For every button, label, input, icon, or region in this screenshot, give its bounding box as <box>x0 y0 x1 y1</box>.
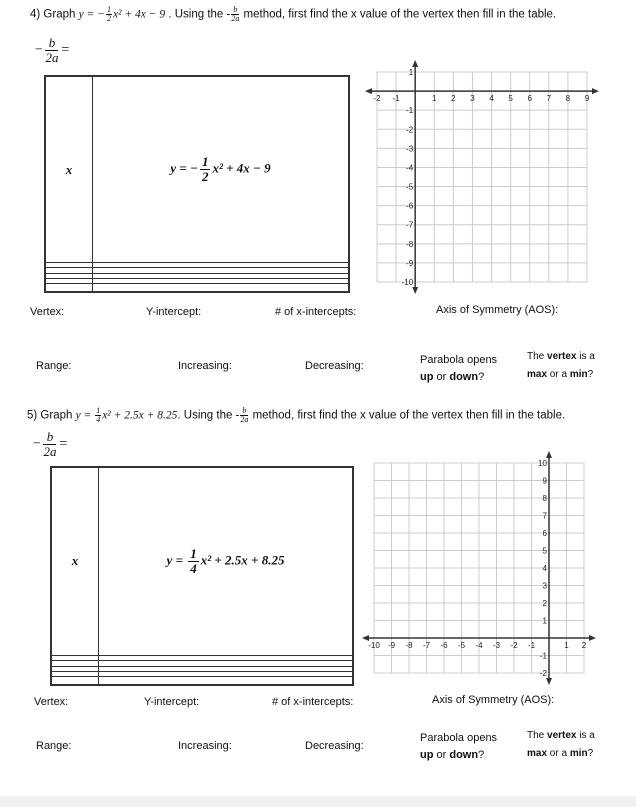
q: ? <box>587 748 594 759</box>
up: up <box>420 749 434 761</box>
x-tick-label: 5 <box>508 94 513 104</box>
decreasing-label: Decreasing: <box>305 360 364 372</box>
or-a: or a <box>547 748 570 759</box>
y-axis-arrow-up-icon <box>546 451 552 458</box>
or-a: or a <box>547 369 570 380</box>
max: max <box>527 369 548 380</box>
q: ? <box>478 371 485 383</box>
y-rest: x² + 4x − 9 <box>212 160 271 176</box>
den: 4 <box>190 560 197 576</box>
down: down <box>449 749 479 761</box>
x-tick-label: -2 <box>510 641 518 650</box>
x-value-cell[interactable] <box>51 677 99 685</box>
max-min-question <box>527 348 595 384</box>
opens-question <box>420 352 497 386</box>
equals: = <box>60 42 70 58</box>
b-over-2a <box>240 407 248 424</box>
x-tick-label: -6 <box>440 641 448 650</box>
x-tick-label: 3 <box>470 94 475 104</box>
x-tick-label: -9 <box>387 641 396 650</box>
coef-fraction <box>106 6 112 23</box>
up: up <box>420 371 434 383</box>
y-axis-arrow-down-icon <box>412 287 418 294</box>
decreasing-label: Decreasing: <box>305 740 364 752</box>
problem-4-instructions <box>30 6 556 23</box>
down: down <box>449 371 479 383</box>
pre: The <box>527 730 548 741</box>
coef-num: 1 <box>106 5 111 14</box>
mid-text: . Using the - <box>165 8 231 21</box>
range-label: Range: <box>36 740 72 752</box>
b-over-2a <box>43 430 56 459</box>
x-intercepts-label: # of x-intercepts: <box>275 306 357 318</box>
neg-b-over-2a-4 <box>34 36 70 65</box>
x-tick-label: -7 <box>422 641 431 650</box>
increasing-label: Increasing: <box>178 740 232 752</box>
x-tick-label: -3 <box>492 641 501 650</box>
y-tick-label: 8 <box>542 494 547 503</box>
minus: − <box>32 436 42 452</box>
x-tick-label: -1 <box>392 94 400 104</box>
b: b <box>242 406 247 415</box>
max: max <box>527 748 548 759</box>
x-tick-label: 1 <box>564 641 569 650</box>
xy-table-4 <box>44 75 350 293</box>
eq-rest: x² + 4x − 9 <box>112 8 166 21</box>
x-tick-label: 7 <box>546 94 552 104</box>
problem-prefix: 5) Graph <box>27 409 76 422</box>
x-tick-label: -8 <box>405 641 413 650</box>
xy-table-5 <box>50 466 354 686</box>
col-header-y <box>93 76 350 263</box>
x-tick-label: -10 <box>368 641 380 650</box>
y-value-cell[interactable] <box>99 677 354 685</box>
y-tick-label: -7 <box>406 220 414 230</box>
opens-line1: Parabola opens <box>420 354 498 366</box>
table-row <box>51 677 353 685</box>
x-tick-label: 4 <box>489 94 494 104</box>
x-axis-arrow-left-icon <box>365 88 372 94</box>
x-value-cell[interactable] <box>45 284 93 292</box>
coordinate-grid-4[interactable] <box>360 60 620 300</box>
y-tick-label: -9 <box>406 258 414 268</box>
b-over-2a <box>45 36 58 65</box>
q: ? <box>587 369 594 380</box>
x-tick-label: 6 <box>527 94 532 104</box>
x-tick-label: 1 <box>432 94 437 104</box>
y-tick-label: -2 <box>539 669 547 678</box>
suffix-text: method, first find the x value of the vertex then fill in the table. <box>249 409 566 422</box>
y-tick-label: -10 <box>401 278 414 287</box>
coef-num: 1 <box>96 406 101 415</box>
x-tick-label: 8 <box>565 94 571 104</box>
y-lhs: y = <box>166 552 187 568</box>
x-tick-label: -5 <box>457 641 466 650</box>
y-tick-label: -2 <box>406 125 414 135</box>
y-lhs: y = − <box>170 160 198 176</box>
min: min <box>569 748 588 759</box>
y-tick-label: 7 <box>542 511 547 521</box>
increasing-label: Increasing: <box>178 360 232 372</box>
y-tick-label: -5 <box>406 182 414 192</box>
y-tick-label: -4 <box>406 163 414 173</box>
col-header-x: x <box>51 467 99 655</box>
vertex-bold: vertex <box>547 351 577 362</box>
x-tick-label: 2 <box>451 94 456 104</box>
twoa: 2a <box>231 14 240 23</box>
twoa: 2a <box>240 415 249 424</box>
coef-fraction <box>95 407 101 424</box>
y-tick-label: -1 <box>539 651 547 661</box>
mid-text: . Using the - <box>177 409 240 422</box>
y-tick-label: 6 <box>542 529 547 538</box>
opens-question <box>420 730 497 764</box>
aos-label: Axis of Symmetry (AOS): <box>436 304 559 316</box>
b: b <box>233 5 238 14</box>
eq-lhs: y = <box>75 409 95 422</box>
x-axis-arrow-right-icon <box>589 635 596 641</box>
y-tick-label: 3 <box>542 581 547 591</box>
vertex-bold: vertex <box>547 730 577 741</box>
post: is a <box>576 351 595 362</box>
num: 1 <box>201 154 209 170</box>
y-tick-label: 10 <box>538 459 547 468</box>
x-tick-label: -1 <box>527 641 536 650</box>
y-intercept-label: Y-intercept: <box>144 696 200 708</box>
table-row <box>45 284 349 292</box>
y-tick-label: 4 <box>542 564 547 573</box>
twoa: 2a <box>43 444 57 459</box>
or: or <box>433 749 450 761</box>
opens-line1: Parabola opens <box>420 732 498 744</box>
x-tick-label: -4 <box>475 641 483 650</box>
num: 1 <box>190 545 197 561</box>
y-coef <box>200 155 211 184</box>
y-tick-label: 1 <box>408 68 414 77</box>
min: min <box>569 369 588 380</box>
coef-den: 2 <box>106 14 111 23</box>
neg-b-over-2a-5 <box>32 430 68 459</box>
y-tick-label: -6 <box>406 201 414 211</box>
coef-den: 4 <box>96 415 101 424</box>
range-label: Range: <box>36 360 72 372</box>
coordinate-grid-5[interactable] <box>360 450 620 690</box>
b: b <box>43 430 56 445</box>
vertex-label: Vertex: <box>34 696 69 708</box>
or: or <box>433 371 450 383</box>
y-tick-label: -3 <box>406 144 414 154</box>
minus: − <box>34 42 44 58</box>
b: b <box>45 36 58 51</box>
y-tick-label: 1 <box>542 616 547 626</box>
problem-5-instructions <box>27 407 565 424</box>
y-value-cell[interactable] <box>93 284 350 292</box>
col-header-x: x <box>45 76 93 263</box>
y-intercept-label: Y-intercept: <box>146 306 202 318</box>
suffix-text: method, first find the x value of the vertex then fill in the table. <box>240 8 557 21</box>
problem-prefix: 4) Graph <box>30 8 79 21</box>
x-tick-label: 2 <box>581 641 587 650</box>
col-header-y <box>99 467 354 655</box>
page-footer-strip <box>0 796 636 807</box>
pre: The <box>527 351 548 362</box>
y-coef <box>188 547 199 576</box>
y-tick-label: 2 <box>542 599 547 608</box>
x-intercepts-label: # of x-intercepts: <box>272 696 354 708</box>
equals: = <box>58 436 68 452</box>
y-tick-label: -8 <box>406 239 414 249</box>
x-axis-arrow-right-icon <box>592 88 599 94</box>
b-over-2a <box>231 6 239 23</box>
eq-rest: x² + 2.5x + 8.25 <box>102 409 178 422</box>
y-axis-arrow-up-icon <box>412 60 418 67</box>
y-tick-label: -1 <box>406 106 414 116</box>
eq-lhs: y = − <box>78 8 105 21</box>
y-tick-label: 9 <box>542 476 547 486</box>
y-rest: x² + 2.5x + 8.25 <box>200 552 285 568</box>
y-tick-label: 5 <box>542 546 547 556</box>
y-axis-arrow-down-icon <box>546 678 552 685</box>
max-min-question <box>527 727 595 763</box>
den: 2 <box>201 169 209 185</box>
post: is a <box>576 730 595 741</box>
twoa: 2a <box>45 50 59 65</box>
x-tick-label: 9 <box>584 94 590 104</box>
q: ? <box>478 749 485 761</box>
x-tick-label: -2 <box>373 94 381 104</box>
vertex-label: Vertex: <box>30 306 65 318</box>
aos-label: Axis of Symmetry (AOS): <box>432 694 555 706</box>
